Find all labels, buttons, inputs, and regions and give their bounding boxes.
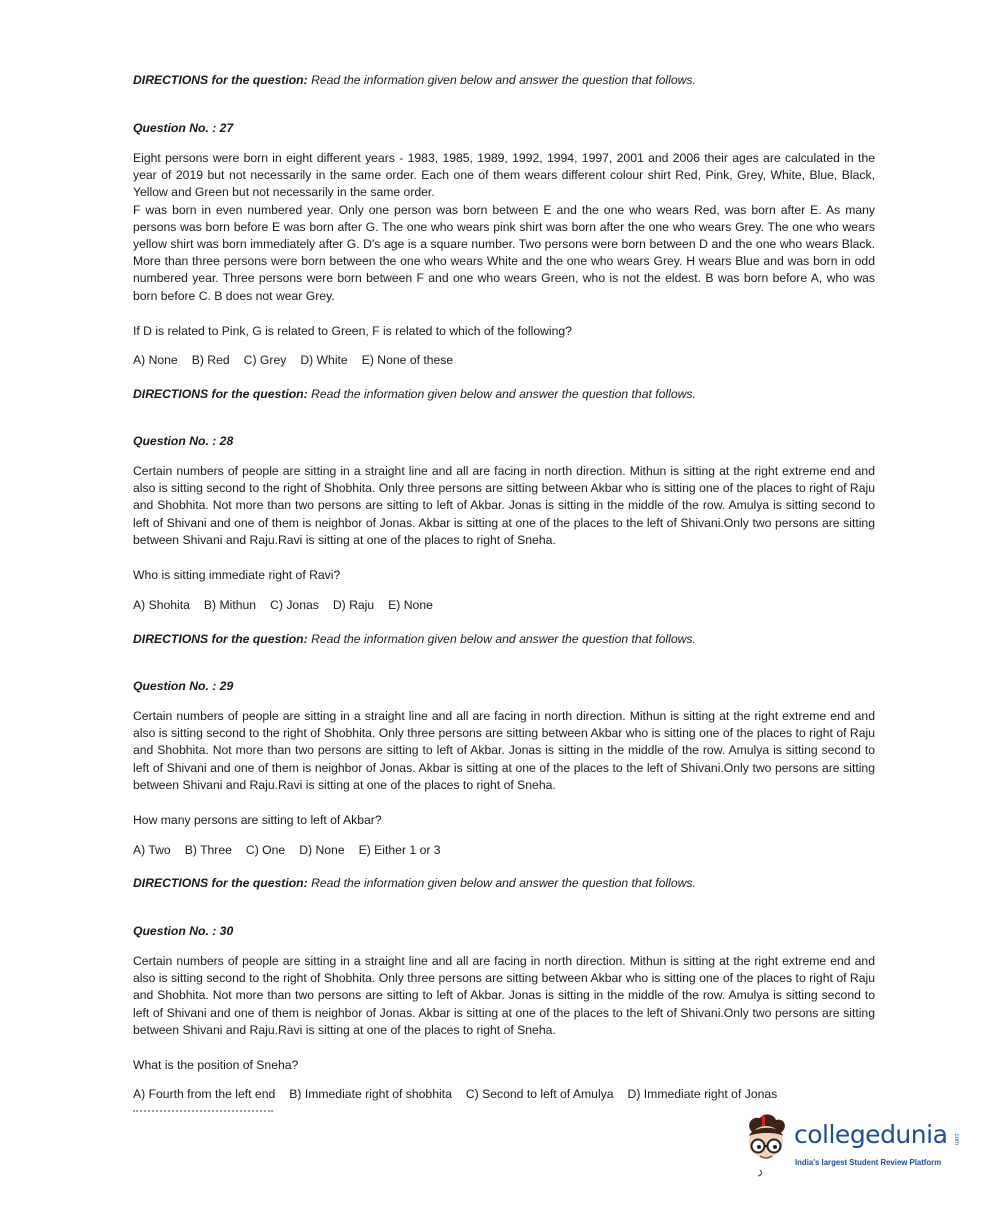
question-prompt: How many persons are sitting to left of Akbar? [133,813,382,827]
directions-heading: DIRECTIONS for the question: Read the information given below and answer the question that follows. [133,632,696,646]
option-b: B) Red [191,353,230,367]
option-e: E) Either 1 or 3 [358,843,441,857]
question-number: Question No. : 29 [133,679,234,693]
option-c: C) Second to left of Amulya [465,1087,614,1101]
question-prompt: What is the position of Sneha? [133,1058,299,1072]
answer-options [133,1087,791,1101]
question-prompt: Who is sitting immediate right of Ravi? [133,568,341,582]
logo-wordmark: collegedunia [794,1120,948,1149]
answer-options [133,843,455,857]
question-prompt: If D is related to Pink, G is related to Green, F is related to which of the following? [133,324,572,338]
question-passage: Certain numbers of people are sitting in a straight line and all are facing in north direction. Mithun is sitting at the right extreme end and also is sitting second to the right of Shobhita. Only three persons are sitting between Akbar who is sitting one of the places to right of Raju and Shobhita. Not more than two persons are sitting to left of Akbar. Jonas is sitting in the middle of the row. Amulya is sitting second to left of Shivani and one of them is neighbor of Jonas. Akbar is sitting at one of the places to the left of Shivani.Only two persons are sitting between Shivani and Raju.Ravi is sitting at one of the places to right of Sneha. [133,464,875,547]
answer-options [133,598,447,612]
question-number: Question No. : 30 [133,924,234,938]
collegedunia-logo [738,1112,963,1182]
logo-tagline: India's largest Student Review Platform [795,1158,942,1167]
option-e: E) None [388,598,433,612]
option-b: B) Mithun [203,598,257,612]
clipped-text-line [133,1110,273,1118]
question-number: Question No. : 27 [133,121,234,135]
directions-heading: DIRECTIONS for the question: Read the information given below and answer the question that follows. [133,876,696,890]
option-c: C) Jonas [270,598,319,612]
option-d: D) Raju [332,598,375,612]
option-a: A) Shohita [133,598,190,612]
option-a: A) Fourth from the left end [133,1087,276,1101]
directions-heading: DIRECTIONS for the question: Read the information given below and answer the question that follows. [133,387,696,401]
question-number: Question No. : 28 [133,434,234,448]
option-c: C) Grey [243,353,287,367]
student-mascot-icon [738,1112,794,1178]
option-b: B) Three [184,843,232,857]
question-passage: Certain numbers of people are sitting in a straight line and all are facing in north direction. Mithun is sitting at the right extreme end and also is sitting second to the right of Shobhita. Only three persons are sitting between Akbar who is sitting one of the places to right of Raju and Shobhita. Not more than two persons are sitting to left of Akbar. Jonas is sitting in the middle of the row. Amulya is sitting second to left of Shivani and one of them is neighbor of Jonas. Akbar is sitting at one of the places to the left of Shivani.Only two persons are sitting between Shivani and Raju.Ravi is sitting at one of the places to right of Sneha. [133,954,875,1037]
option-a: A) Two [133,843,171,857]
option-a: A) None [133,353,178,367]
logo-suffix: .com [953,1132,959,1146]
directions-heading: DIRECTIONS for the question: Read the information given below and answer the question that follows. [133,73,696,87]
option-b: B) Immediate right of shobhita [289,1087,452,1101]
answer-options [133,353,467,367]
option-e: E) None of these [361,353,454,367]
option-d: D) White [300,353,348,367]
option-c: C) One [245,843,286,857]
question-passage: Certain numbers of people are sitting in a straight line and all are facing in north direction. Mithun is sitting at the right extreme end and also is sitting second to the right of Shobhita. Only three persons are sitting between Akbar who is sitting one of the places to right of Raju and Shobhita. Not more than two persons are sitting to left of Akbar. Jonas is sitting in the middle of the row. Amulya is sitting second to left of Shivani and one of them is neighbor of Jonas. Akbar is sitting at one of the places to the left of Shivani.Only two persons are sitting between Shivani and Raju.Ravi is sitting at one of the places to right of Sneha. [133,709,875,792]
question-passage: Eight persons were born in eight different years - 1983, 1985, 1989, 1992, 1994, 1997, 2001 and 2006 their ages are calculated in the year of 2019 but not necessarily in the same order. Each one of them wears different colour shirt Red, Pink, Grey, White, Blue, Black, Yellow and Green but not necessarily in the same order. F was born in even numbered year. Only one person was born between E and the one who wears Red, was born after E. As many persons was born before E was born after G. The one who wears pink shirt was born after the one who wears Grey. The one who wears yellow shirt was born immediately after G. D's age is a square number. Two persons were born between D and the one who wears Black. More than three persons were born between the one who wears White and the one who wears Grey. H wears Blue and was born in odd numbered year. Three persons were born between F and one who wears Green, who is not the eldest. B was born before A, who was born before C. B does not wear Grey. [133,151,875,303]
option-d: D) Immediate right of Jonas [627,1087,778,1101]
option-d: D) None [299,843,345,857]
